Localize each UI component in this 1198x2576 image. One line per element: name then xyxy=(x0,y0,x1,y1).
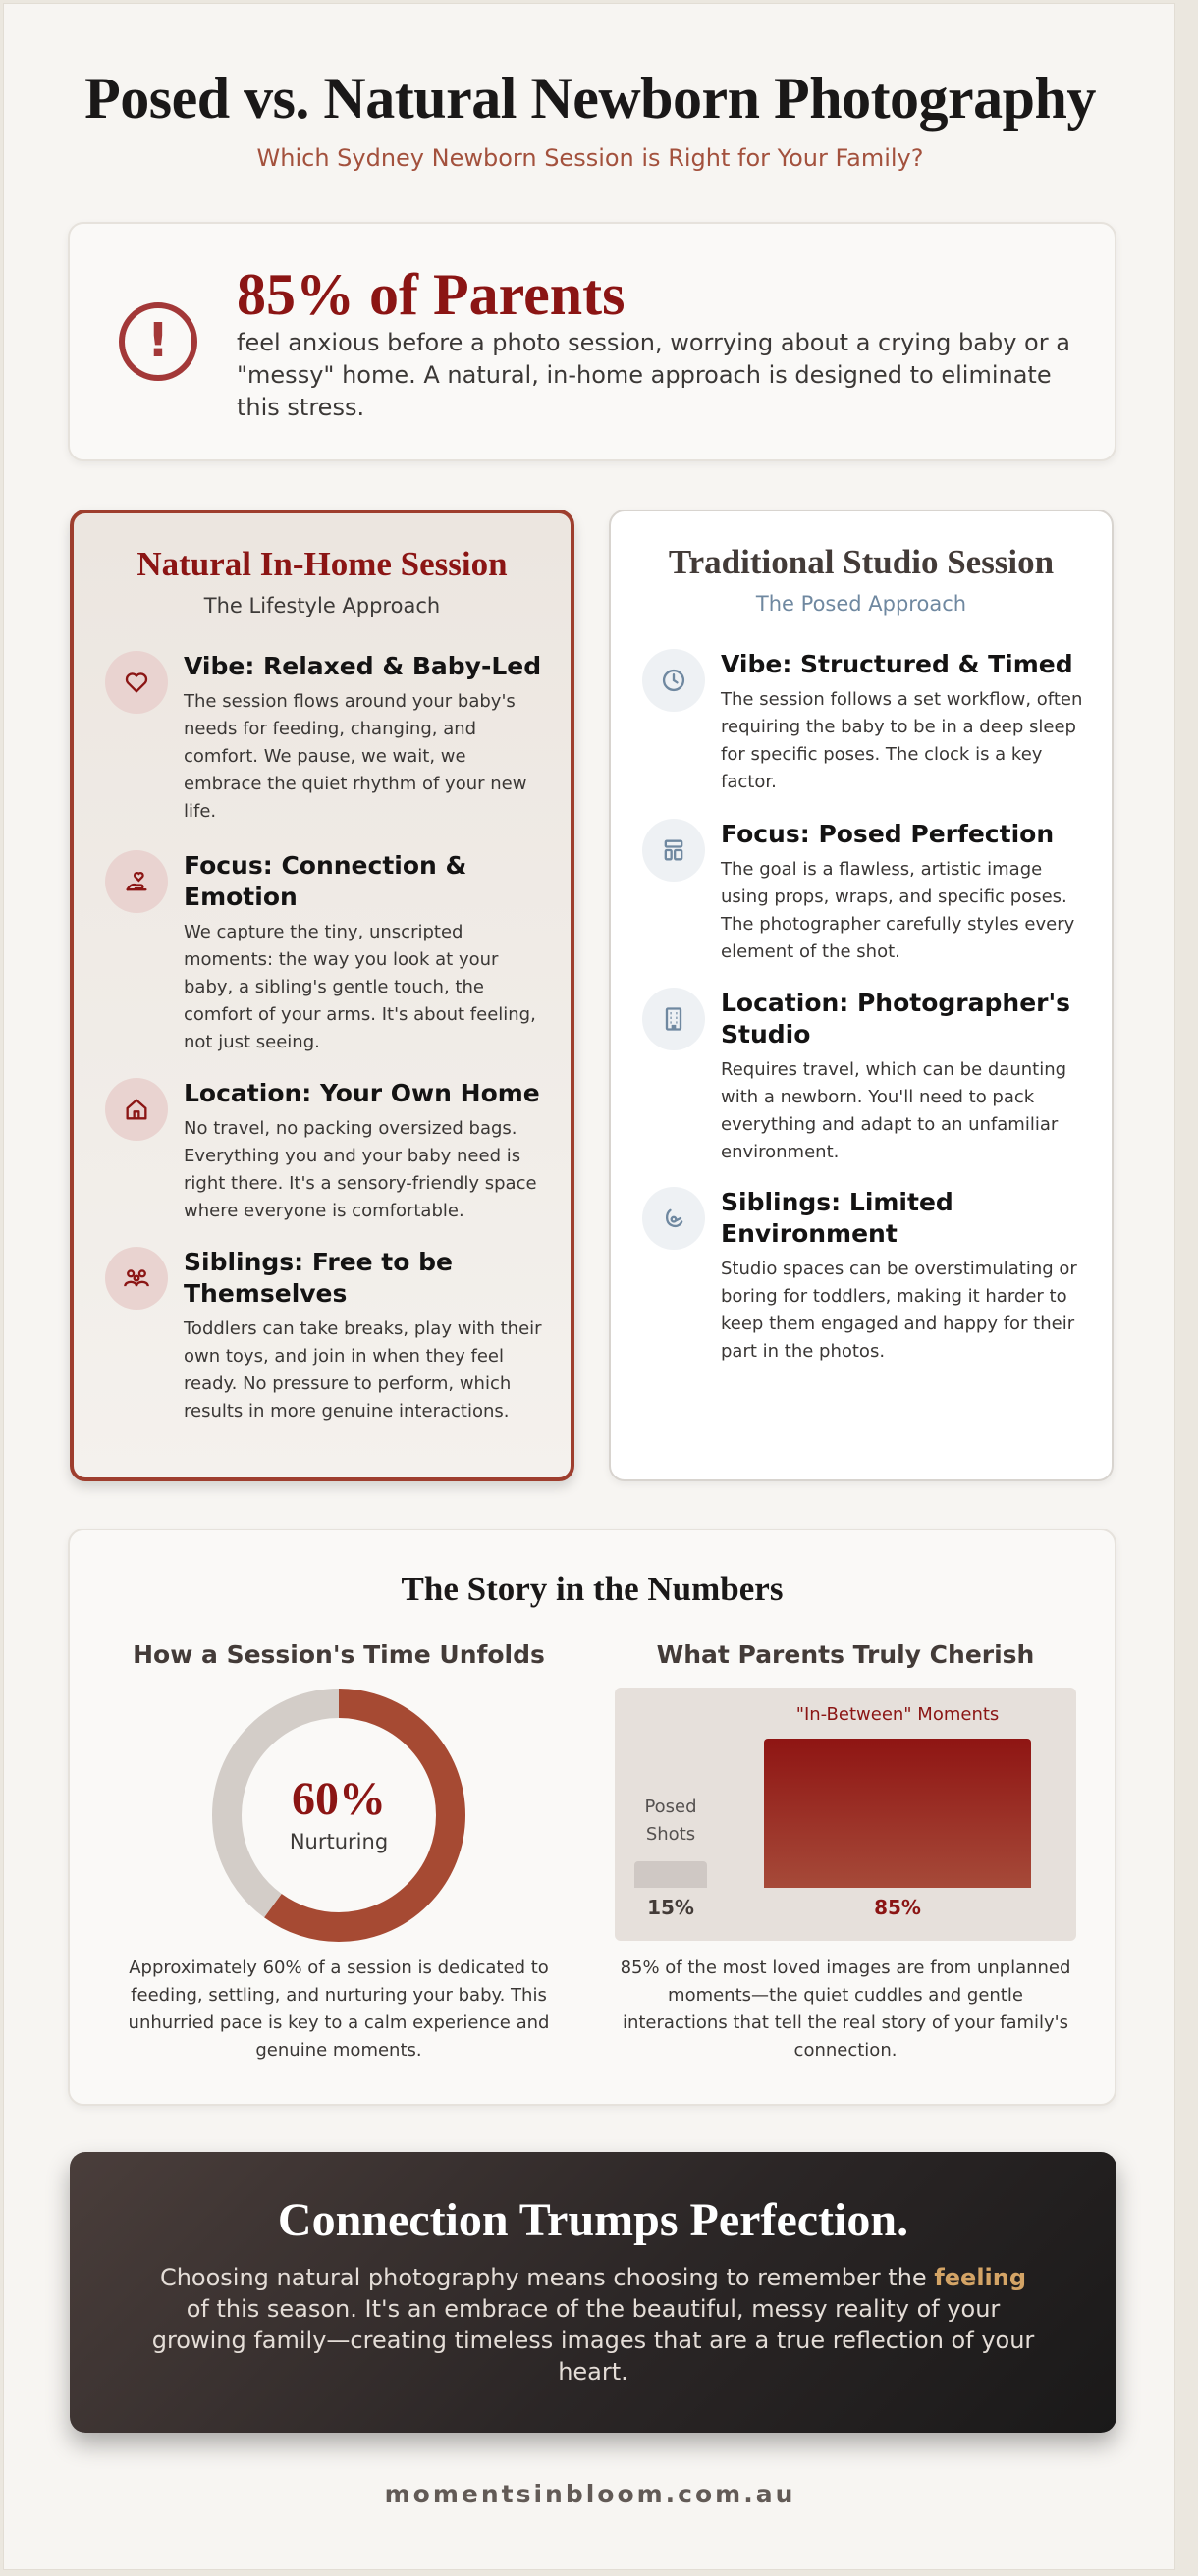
building-icon xyxy=(642,988,705,1050)
item-text: Studio spaces can be overstimulating or boring for toddlers, making it harder to keep them engaged and happy for their part in the photos. xyxy=(721,1259,1077,1362)
studio-subtitle: The Posed Approach xyxy=(755,592,967,616)
baby-icon xyxy=(642,1187,705,1250)
item-text: We capture the tiny, unscripted moments: the way you look at your baby, a sibling's gentle touch, the comfort of your arms. It's about feeling, not just seeing. xyxy=(184,922,536,1052)
footer-website[interactable]: momentsinbloom.com.au xyxy=(384,2480,796,2508)
infographic-page xyxy=(3,3,1175,2570)
bar-chart xyxy=(615,1688,1076,1941)
family-icon xyxy=(105,1247,168,1310)
statistic-heading: 85% of Parents xyxy=(237,262,626,327)
item-title: Siblings: Limited Environment xyxy=(721,1188,953,1248)
numbers-title: The Story in the Numbers xyxy=(401,1570,784,1608)
natural-subtitle: The Lifestyle Approach xyxy=(203,594,441,617)
page-title: Posed vs. Natural Newborn Photography xyxy=(84,66,1096,131)
item-text: No travel, no packing oversized bags. Everything you and your baby need is right there. It's a sensory-friendly space where everyone is comfortable. xyxy=(184,1118,537,1221)
page-subtitle: Which Sydney Newborn Session is Right for Your Family? xyxy=(256,144,924,172)
home-icon xyxy=(105,1078,168,1141)
bar-in-between-moments xyxy=(764,1739,1031,1888)
donut-heading: How a Session's Time Unfolds xyxy=(133,1640,545,1669)
bar-value-label: 85% xyxy=(874,1896,921,1919)
studio-session-column xyxy=(609,510,1114,1481)
item-title: Location: Photographer's Studio xyxy=(721,989,1071,1048)
item-title: Vibe: Relaxed & Baby-Led xyxy=(184,652,542,680)
item-text: The session flows around your baby's needs for feeding, changing, and comfort. We pause, we wait, we embrace the quiet rhythm of your new life. xyxy=(184,691,527,822)
donut-percentage: 60% xyxy=(292,1773,386,1825)
item-text: Requires travel, which can be daunting with a newborn. You'll need to pack everything and adapt to an unfamiliar environment. xyxy=(721,1059,1067,1162)
bar-caption: 85% of the most loved images are from unplanned moments—the quiet cuddles and gentle interactions that tell the real story of your family's connection. xyxy=(620,1958,1071,2061)
item-text: Toddlers can take breaks, play with their own toys, and join in when they feel ready. No pressure to perform, which results in more genuine interactions. xyxy=(184,1318,542,1422)
conclusion-text-part: of this season. It's an embrace of the beautiful, messy reality of your growing family—creating timeless images that are a true reflection of your heart. xyxy=(151,2295,1035,2386)
item-text: The goal is a flawless, artistic image using props, wraps, and specific poses. The photographer carefully styles every element of the shot. xyxy=(721,859,1075,962)
item-title: Location: Your Own Home xyxy=(184,1079,540,1107)
bar-value-label: 15% xyxy=(647,1896,694,1919)
exclamation-circle-icon: ! xyxy=(119,302,197,381)
clock-icon xyxy=(642,649,705,712)
item-title: Vibe: Structured & Timed xyxy=(721,650,1073,678)
statistic-card xyxy=(68,222,1116,461)
conclusion-title: Connection Trumps Perfection. xyxy=(277,2194,909,2246)
bar-category-label: "In-Between" Moments xyxy=(795,1704,1000,1725)
donut-label: Nurturing xyxy=(289,1830,389,1853)
natural-title: Natural In-Home Session xyxy=(136,545,508,583)
numbers-card xyxy=(68,1529,1116,2106)
donut-caption: Approximately 60% of a session is dedicated to feeding, settling, and nurturing your baby. This unhurried pace is key to a calm experience and genuine moments. xyxy=(128,1958,550,2061)
bar-posed-shots xyxy=(634,1861,707,1888)
conclusion-text xyxy=(148,2262,1038,2388)
item-title: Focus: Posed Perfection xyxy=(721,820,1055,848)
item-title: Siblings: Free to be Themselves xyxy=(184,1248,453,1308)
item-title: Focus: Connection & Emotion xyxy=(184,851,467,911)
heart-icon xyxy=(105,651,168,714)
hand-heart-icon xyxy=(105,850,168,913)
bar-heading: What Parents Truly Cherish xyxy=(656,1640,1035,1669)
conclusion-banner xyxy=(70,2152,1116,2433)
natural-session-column xyxy=(70,510,574,1481)
conclusion-text-part: Choosing natural photography means choosing to remember the xyxy=(159,2264,935,2291)
item-text: The session follows a set workflow, often requiring the baby to be in a deep sleep for specific poses. The clock is a key factor. xyxy=(721,689,1083,792)
layout-icon xyxy=(642,819,705,882)
studio-title: Traditional Studio Session xyxy=(668,543,1055,581)
conclusion-highlight: feeling xyxy=(934,2264,1027,2291)
statistic-text: feel anxious before a photo session, worrying about a crying baby or a "messy" home. A natural, in-home approach is designed to eliminate this stress. xyxy=(237,329,1070,421)
donut-chart xyxy=(211,1688,466,1943)
bar-category-label: Posed Shots xyxy=(644,1797,697,1845)
